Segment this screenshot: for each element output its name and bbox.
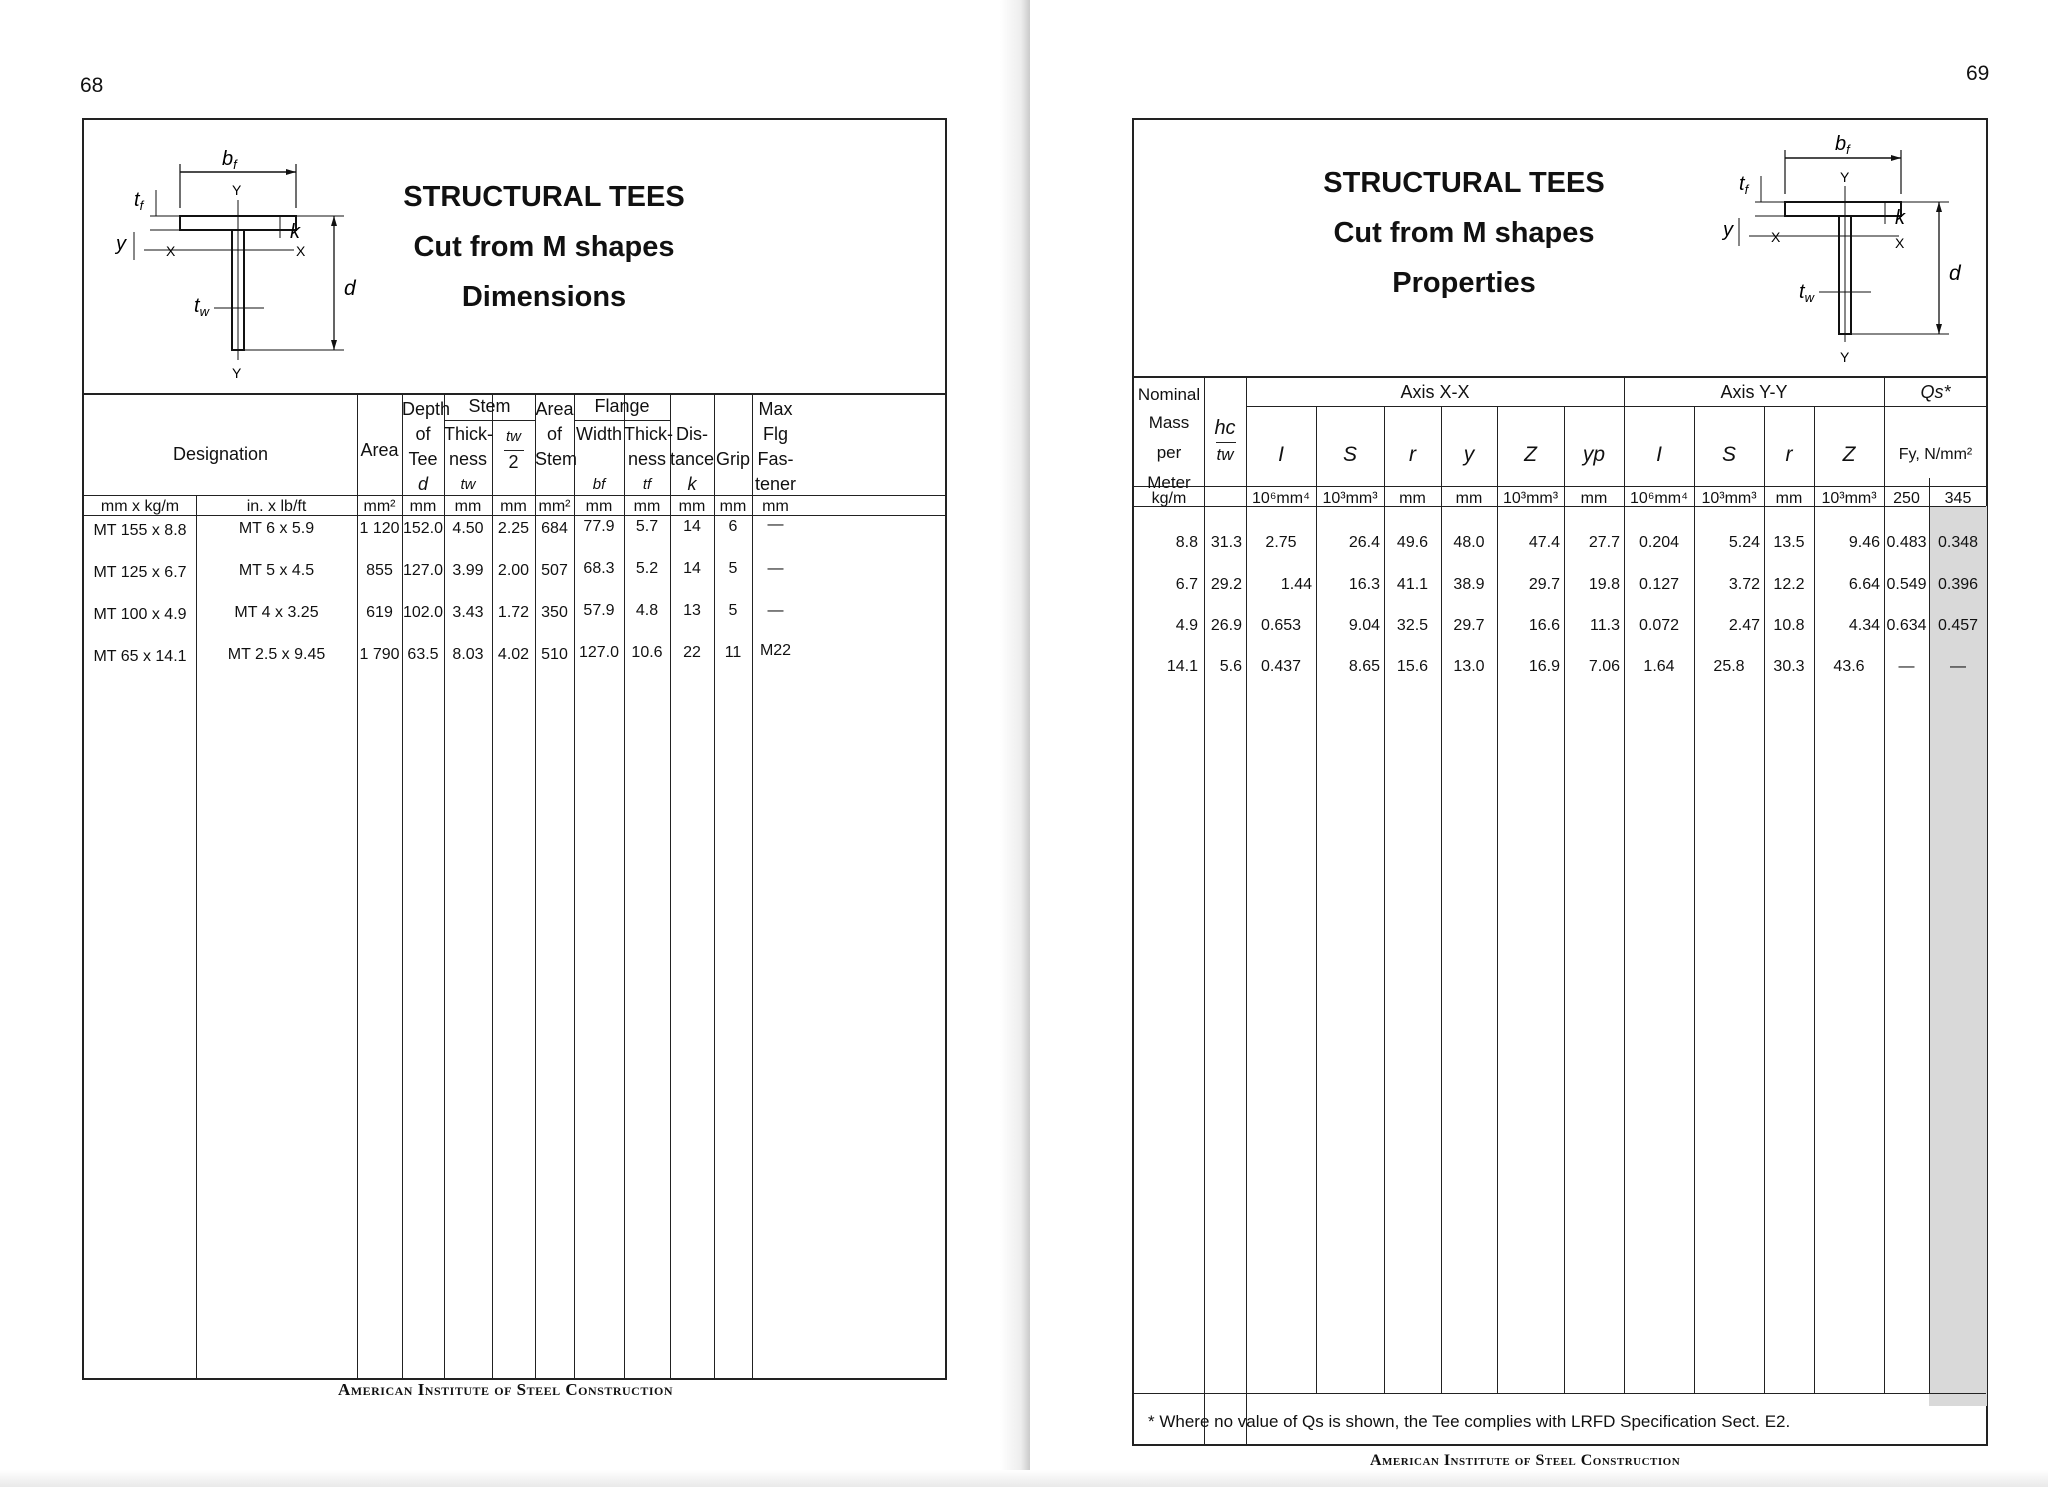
header-grip: Grip	[715, 449, 750, 469]
right-title	[1294, 158, 1634, 308]
k-label: k	[1895, 207, 1905, 229]
header-area: Area	[360, 440, 399, 460]
y-axis-top-label: Y	[1840, 169, 1850, 185]
title-line-3: Properties	[1392, 267, 1536, 299]
table-row: MT 155 x 8.8 MT 6 x 5.9 1 120 152.0 4.50 2.25 684 77.9 5.7 14 6 —	[93, 516, 784, 539]
table-row: MT 125 x 6.7 MT 5 x 4.5 855 127.0 3.99 2.00 507 68.3 5.2 14 5 —	[93, 560, 784, 581]
title-line-1: STRUCTURAL TEES	[1323, 167, 1605, 199]
x-axis-left-label: X	[1771, 229, 1781, 245]
left-header-box	[84, 120, 945, 395]
table-row: 6.7 29.2 1.44 16.3 41.1 38.9 29.7 19.8 0.127 3.72 12.2 6.64 0.549 0.396	[1175, 576, 1979, 593]
x-axis-left-label: X	[166, 243, 176, 259]
header-qs: Qs*	[1920, 382, 1951, 402]
title-line-2: Cut from M shapes	[1333, 217, 1595, 249]
tee-section-diagram	[104, 120, 364, 390]
page-number-left: 68	[80, 74, 104, 97]
page-number-right: 69	[1966, 62, 1990, 85]
bf-label: $b_f$	[1835, 133, 1850, 157]
left-title	[374, 172, 714, 322]
tee-section-diagram-right	[1709, 120, 1969, 376]
table-row: MT 65 x 14.1 MT 2.5 x 9.45 1 790 63.5 8.03 4.02 510 127.0 10.6 22 11 M22	[93, 642, 792, 665]
y-label: y	[1723, 219, 1733, 241]
tw-label: $t_w$	[1799, 281, 1814, 305]
bf-label: $b_f$	[222, 148, 237, 172]
tw-label: $t_w$	[194, 295, 209, 319]
right-page	[1030, 0, 2048, 1487]
table-row: 8.8 31.3 2.75 26.4 49.6 48.0 47.4 27.7 0.204 5.24 13.5 9.46 0.483 0.348	[1175, 534, 1979, 551]
table-row: 4.9 26.9 0.653 9.04 32.5 29.7 16.6 11.3 0.072 2.47 10.8 4.34 0.634 0.457	[1175, 617, 1979, 634]
table-footnote: * Where no value of Qs is shown, the Tee complies with LRFD Specification Sect. E2.	[1148, 1412, 1791, 1431]
table-row: MT 100 x 4.9 MT 4 x 3.25 619 102.0 3.43 1.72 350 57.9 4.8 13 5 —	[93, 602, 784, 623]
header-designation: Designation	[172, 444, 269, 464]
right-header-box	[1134, 120, 1986, 378]
header-axis-yy: Axis Y-Y	[1720, 382, 1788, 402]
y-label: y	[116, 233, 126, 255]
page-bottom-shadow	[0, 1470, 2048, 1487]
table-row: 14.1 5.6 0.437 8.65 15.6 13.0 16.9 7.06 1.64 25.8 30.3 43.6 — —	[1166, 658, 1966, 675]
title-line-2: Cut from M shapes	[413, 231, 675, 263]
y-axis-bottom-label: Y	[232, 365, 242, 381]
properties-table-frame: STRUCTURAL TEES Cut from M shapes Properties $b_f$ Y Y X X $t_f$ y k d $t_w$ Nominal Mass per Meter hc tw Axis X-X Axis Y-Y Qs* I S r y Z yp I S r Z Fy, N/mm² kg/m 10⁶mm⁴ 10³mm³ mm mm 10³mm³ mm 10⁶mm⁴ 10³mm³ mm 10³mm³ 250 345 8.8 31.3 2.75 26.4 49.6 48.0 47.4 27.7 0.204 5.24 13.5 9.46 0.483 0.348 6.7 29.2 1.44 16.3 41.1 38.9 29.7 19.8 0.127 3.72 12.2 6.64 0.549 0.396 4.9 26.9 0.653 9.04 32.5 29.7 16.6 11.3 0.072 2.47 10.8 4.34 0.634 0.457 14.1 5.6 0.437 8.65 15.6 13.0 16.9 7.06 1.64 25.8 30.3 43.6 — — * Where no value of Qs is shown, the Tee complies with LRFD Specification Sect. E2.	[1132, 118, 1988, 1446]
header-flange: Flange	[594, 396, 650, 416]
y-axis-bottom-label: Y	[1840, 349, 1850, 365]
y-axis-top-label: Y	[232, 182, 242, 198]
header-axis-xx: Axis X-X	[1400, 382, 1470, 402]
header-fy: Fy, N/mm²	[1898, 446, 1973, 463]
d-label: d	[1949, 262, 1961, 285]
header-stem: Stem	[468, 396, 511, 416]
x-axis-right-label: X	[296, 243, 306, 259]
title-line-3: Dimensions	[461, 281, 627, 313]
dimensions-table-frame: $b_f$ Y Y X X $t_f$ y k d $t_w$ STRUCTURAL TEES Cut from M shapes Dimensions Designation Area Depth of Tee d Stem Thick- ness tw tw 2 Area of Stem Flange Width bf Thick- ness tf Dis- tance k Grip Max Flg Fas- tener mm x kg/m in. x lb/ft mm² mm mm mm mm² mm mm mm mm mm MT 155 x 8.8 MT 6 x 5.9 1 120 152.0 4.50 2.25 684 77.9 5.7 14 6 — MT 125 x 6.7 MT 5 x 4.5 855 127.0 3.99 2.00 507 68.3 5.2 14 5 — MT 100 x 4.9 MT 4 x 3.25 619 102.0 3.43 1.72 350 57.9 4.8 13 5 — MT 65 x 14.1 MT 2.5 x 9.45 1 790 63.5 8.03 4.02 510 127.0 10.6 22 11 M22	[82, 118, 947, 1380]
footer-left: American Institute of Steel Construction	[338, 1380, 674, 1399]
tf-label: $t_f$	[1739, 173, 1749, 197]
tf-label: $t_f$	[134, 189, 144, 213]
k-label: k	[290, 221, 300, 243]
title-line-1: STRUCTURAL TEES	[403, 181, 685, 213]
footer-right: American Institute of Steel Construction	[1370, 1452, 1681, 1469]
d-label: d	[344, 277, 356, 300]
x-axis-right-label: X	[1895, 235, 1905, 251]
